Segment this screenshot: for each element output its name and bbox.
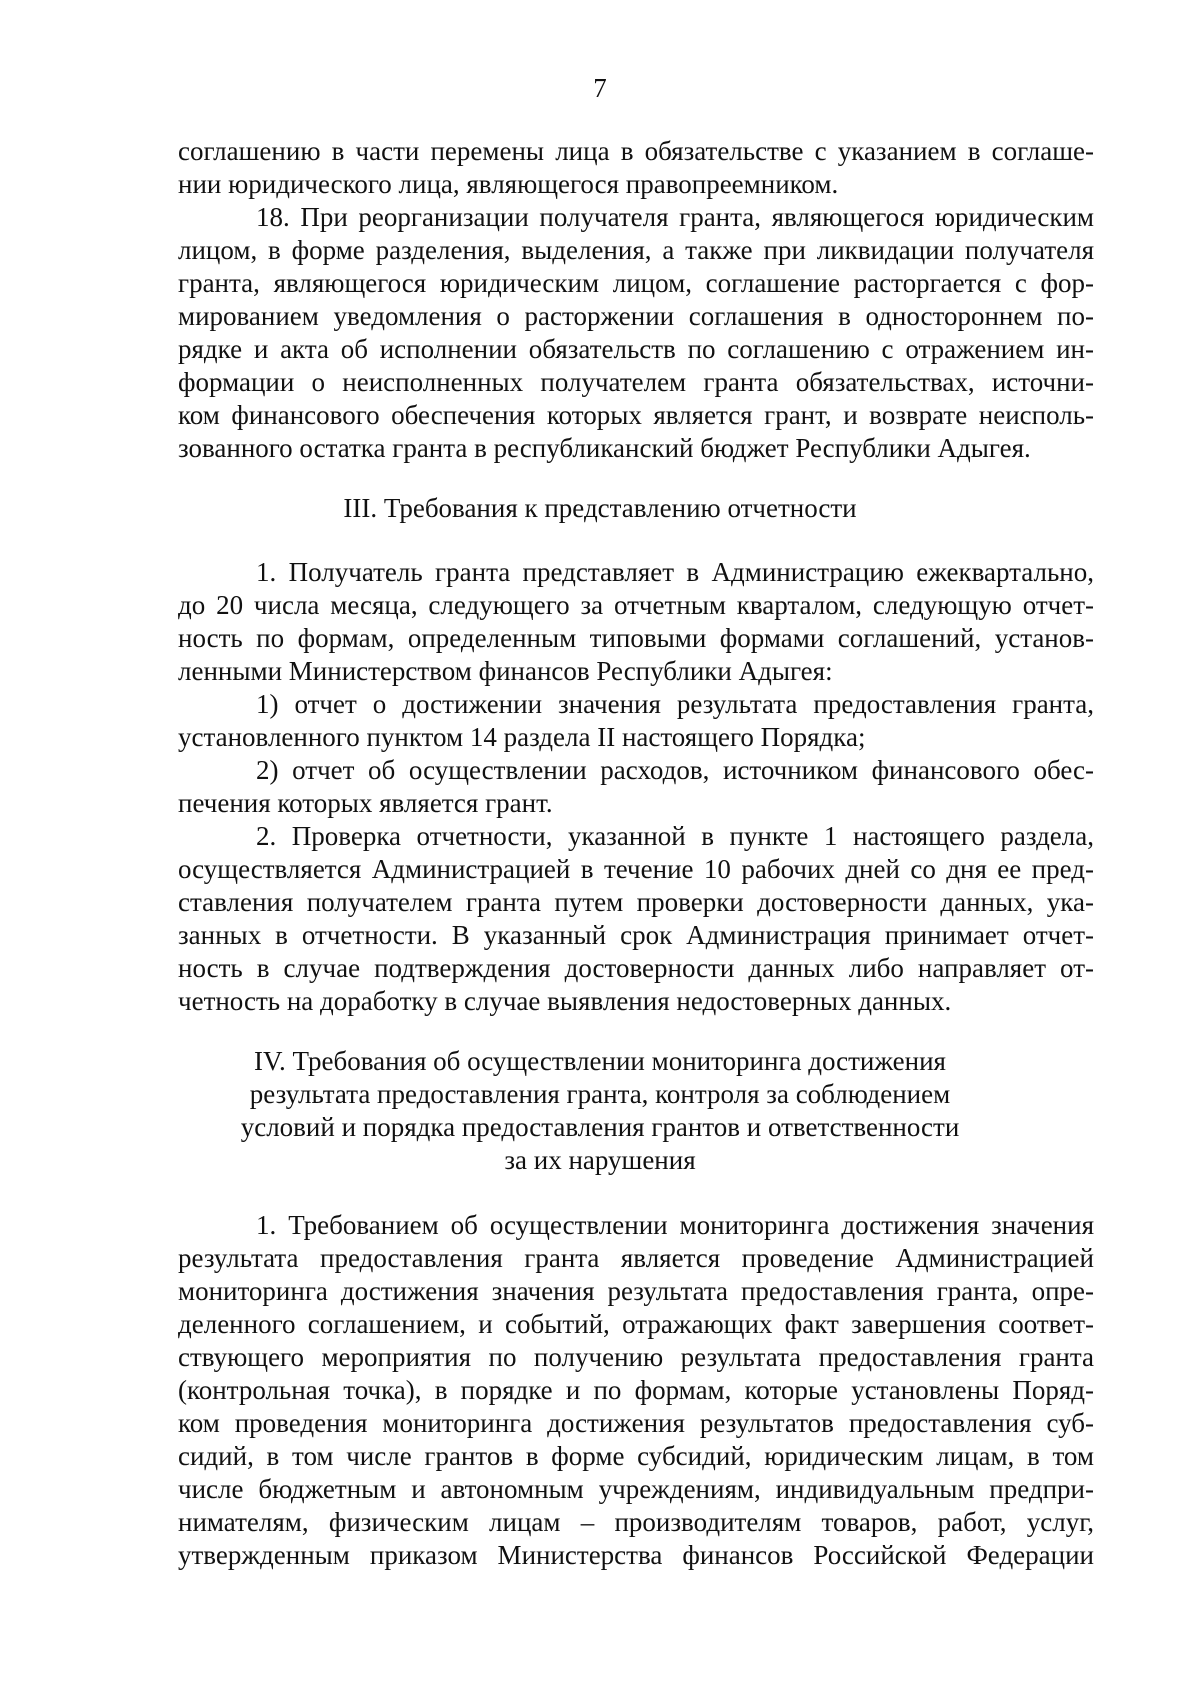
text-line: 1) отчет о достижении значения результата предоставления гранта, [256, 689, 1094, 719]
text-line: утвержденным приказом Министерства финансов Российской Федерации [178, 1540, 1094, 1570]
text-line: формации о неисполненных получателем гранта обязательствах, источни- [178, 367, 1094, 397]
text-line: деленного соглашением, и событий, отражающих факт завершения соответ- [178, 1309, 1094, 1339]
text-line: четность на доработку в случае выявления недостоверных данных. [178, 986, 952, 1016]
text-line: печения которых является грант. [178, 788, 553, 818]
text-line: ность по формам, определенным типовыми формами соглашений, установ- [178, 623, 1094, 653]
text-line: установленного пунктом 14 раздела II настоящего Порядка; [178, 722, 866, 752]
section-4-heading [0, 1045, 1200, 1177]
paragraph-continuation [178, 135, 1094, 201]
text-line: мониторинга достижения значения результата предоставления гранта, опре- [178, 1276, 1094, 1306]
text-line: числе бюджетным и автономным учреждениям, индивидуальным предпри- [178, 1474, 1094, 1504]
text-line: (контрольная точка), в порядке и по формам, которые установлены Поряд- [178, 1375, 1094, 1405]
heading-line: III. Требования к представлению отчетности [343, 493, 857, 523]
section-4-paragraph-1 [178, 1209, 1094, 1572]
text-line: ставления получателем гранта путем проверки достоверности данных, ука- [178, 887, 1094, 917]
text-line: 2) отчет об осуществлении расходов, источником финансового обес- [256, 755, 1094, 785]
text-line: лицом, в форме разделения, выделения, а также при ликвидации получателя [178, 235, 1094, 265]
paragraph-18 [178, 201, 1094, 465]
text-line: ность в случае подтверждения достоверности данных либо направляет от- [178, 953, 1094, 983]
heading-line: результата предоставления гранта, контроля за соблюдением [249, 1079, 951, 1109]
text-line: 2. Проверка отчетности, указанной в пункте 1 настоящего раздела, [256, 821, 1094, 851]
text-line: занных в отчетности. В указанный срок Администрация принимает отчет- [178, 920, 1094, 950]
text-line: зованного остатка гранта в республиканский бюджет Республики Адыгея. [178, 433, 1031, 463]
section-3-paragraph-2 [178, 820, 1094, 1018]
heading-line: IV. Требования об осуществлении мониторинга достижения [254, 1046, 946, 1076]
section-3-heading [0, 492, 1200, 525]
text-line: гранта, являющегося юридическим лицом, соглашение расторгается с фор- [178, 268, 1094, 298]
heading-line: условий и порядка предоставления грантов и ответственности [240, 1112, 960, 1142]
text-line: результата предоставления гранта является проведение Администрацией [178, 1243, 1094, 1273]
text-line: ком проведения мониторинга достижения результатов предоставления суб- [178, 1408, 1094, 1438]
text-line: нии юридического лица, являющегося правопреемником. [178, 169, 839, 199]
text-line: сидий, в том числе грантов в форме субсидий, юридическим лицам, в том [178, 1441, 1094, 1471]
heading-line: за их нарушения [504, 1145, 696, 1175]
section-3-subitem-2 [178, 754, 1094, 820]
text-line: осуществляется Администрацией в течение 10 рабочих дней со дня ее пред- [178, 854, 1094, 884]
text-line: рядке и акта об исполнении обязательств по соглашению с отражением ин- [178, 334, 1094, 364]
text-line: нимателям, физическим лицам – производителям товаров, работ, услуг, [178, 1507, 1094, 1537]
text-line: ленными Министерством финансов Республики Адыгея: [178, 656, 833, 686]
text-line: соглашению в части перемены лица в обязательстве с указанием в соглаше- [178, 136, 1094, 166]
section-3-subitem-1 [178, 688, 1094, 754]
text-line: 1. Требованием об осуществлении мониторинга достижения значения [256, 1210, 1094, 1240]
text-line: 18. При реорганизации получателя гранта, являющегося юридическим [256, 202, 1094, 232]
text-line: ствующего мероприятия по получению результата предоставления гранта [178, 1342, 1094, 1372]
text-line: 1. Получатель гранта представляет в Администрацию ежеквартально, [256, 557, 1094, 587]
text-line: мированием уведомления о расторжении соглашения в одностороннем по- [178, 301, 1094, 331]
text-line: до 20 числа месяца, следующего за отчетным кварталом, следующую отчет- [178, 590, 1094, 620]
section-3-paragraph-1 [178, 556, 1094, 688]
page-number: 7 [593, 73, 607, 103]
text-line: ком финансового обеспечения которых является грант, и возврате неисполь- [178, 400, 1094, 430]
